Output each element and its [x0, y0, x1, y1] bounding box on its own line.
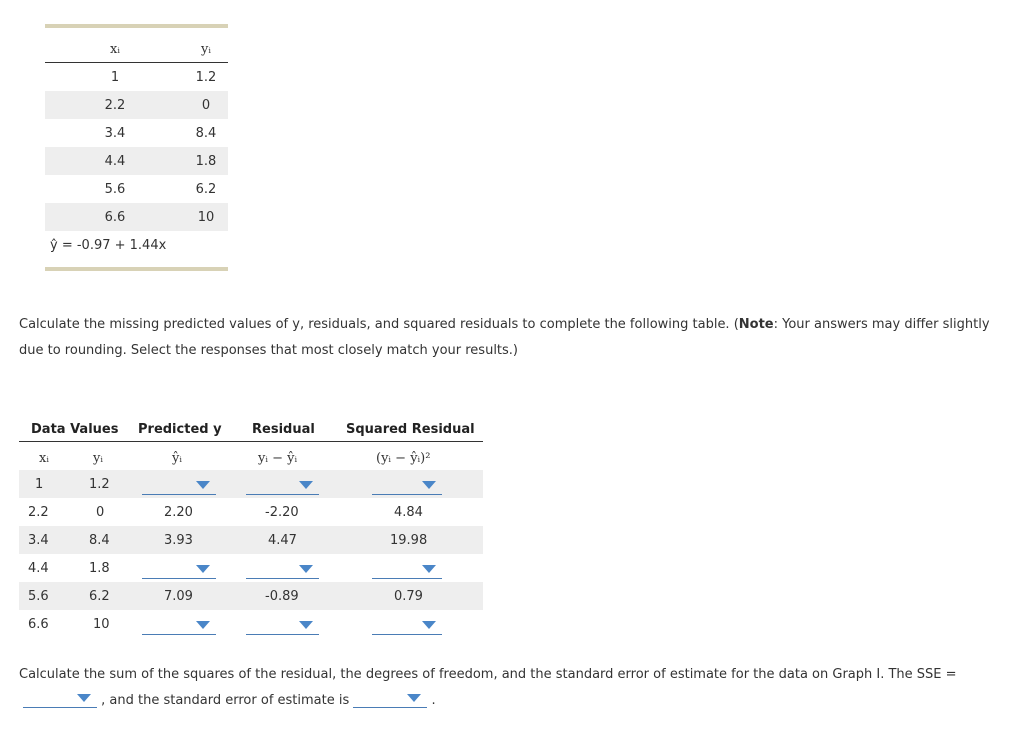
residual-dropdown[interactable]: [246, 612, 319, 635]
y-value: 0: [201, 98, 211, 113]
table-row: [19, 470, 483, 498]
sse-question-text-3: .: [431, 693, 436, 708]
y-value: 6.2: [89, 589, 110, 604]
subheader-y: yᵢ: [93, 451, 103, 466]
x-value: 3.4: [104, 126, 126, 141]
x-value: 1: [35, 477, 44, 492]
y-value: 0: [96, 505, 105, 520]
predicted-dropdown[interactable]: [142, 472, 216, 495]
y-value: 8.4: [89, 533, 110, 548]
predicted-dropdown[interactable]: [142, 556, 216, 579]
subheader-predicted: ŷᵢ: [172, 451, 182, 466]
y-value: 1.8: [89, 561, 110, 576]
table-bottom-border: [45, 267, 228, 271]
y-value: 1.2: [89, 477, 110, 492]
predicted-value: 3.93: [164, 533, 193, 548]
chevron-down-icon: [299, 565, 313, 573]
y-value: 8.4: [195, 126, 217, 141]
sse-question-text-2: , and the standard error of estimate is: [101, 693, 350, 708]
x-value: 2.2: [28, 505, 49, 520]
y-value: 10: [93, 617, 110, 632]
x-value: 5.6: [28, 589, 49, 604]
residual-table: [19, 416, 483, 641]
header-y: yᵢ: [201, 42, 211, 57]
squared-value: 4.84: [394, 505, 423, 520]
chevron-down-icon: [299, 481, 313, 489]
y-value: 6.2: [195, 182, 217, 197]
instructions-text: Calculate the missing predicted values of y, residuals, and squared residuals to complete the following table. (: [19, 317, 739, 332]
squared-residual-dropdown[interactable]: [372, 472, 442, 495]
x-value: 6.6: [104, 210, 126, 225]
residual-value: -2.20: [265, 505, 299, 520]
chevron-down-icon: [422, 481, 436, 489]
table-row: [45, 63, 228, 91]
chevron-down-icon: [422, 621, 436, 629]
x-value: 2.2: [104, 98, 126, 113]
chevron-down-icon: [422, 565, 436, 573]
predicted-value: 7.09: [164, 589, 193, 604]
regression-equation: ŷ = -0.97 + 1.44x: [50, 238, 167, 253]
x-value: 1: [110, 70, 120, 85]
data-table-header: [45, 28, 228, 63]
subheader-residual: yᵢ − ŷᵢ: [258, 451, 298, 466]
predicted-dropdown[interactable]: [142, 612, 216, 635]
header-squared-residual: Squared Residual: [346, 422, 475, 437]
table-row: [19, 610, 483, 638]
squared-value: 19.98: [390, 533, 428, 548]
x-value: 6.6: [28, 617, 49, 632]
chevron-down-icon: [299, 621, 313, 629]
instructions: [19, 312, 1004, 364]
table-row: [19, 582, 483, 610]
header-x: xᵢ: [110, 42, 120, 57]
equation-row: [45, 231, 228, 259]
residual-dropdown[interactable]: [246, 556, 319, 579]
table-row: [19, 554, 483, 582]
chevron-down-icon: [407, 694, 421, 702]
predicted-value: 2.20: [164, 505, 193, 520]
sse-question: [19, 662, 1009, 714]
table-row: [45, 147, 228, 175]
residual-dropdown[interactable]: [246, 472, 319, 495]
sse-dropdown[interactable]: [23, 689, 97, 708]
residual-value: -0.89: [265, 589, 299, 604]
x-value: 5.6: [104, 182, 126, 197]
y-value: 10: [197, 210, 215, 225]
chevron-down-icon: [196, 565, 210, 573]
note-label: Note: [738, 317, 774, 332]
y-value: 1.8: [195, 154, 217, 169]
table-row: [19, 526, 483, 554]
table-row: [45, 175, 228, 203]
squared-residual-dropdown[interactable]: [372, 556, 442, 579]
sse-question-text: Calculate the sum of the squares of the residual, the degrees of freedom, and the standard error of estimate for the data on Graph I. The SSE =: [19, 667, 957, 682]
x-value: 4.4: [104, 154, 126, 169]
residual-value: 4.47: [268, 533, 297, 548]
table-row: [45, 203, 228, 231]
standard-error-dropdown[interactable]: [353, 689, 427, 708]
header-data-values: Data Values: [31, 422, 119, 437]
table-row: [45, 119, 228, 147]
subheader-x: xᵢ: [39, 451, 49, 466]
y-value: 1.2: [195, 70, 217, 85]
x-value: 3.4: [28, 533, 49, 548]
squared-residual-dropdown[interactable]: [372, 612, 442, 635]
header-predicted: Predicted y: [138, 422, 222, 437]
chevron-down-icon: [196, 481, 210, 489]
table-row: [45, 91, 228, 119]
x-value: 4.4: [28, 561, 49, 576]
chevron-down-icon: [196, 621, 210, 629]
header-divider: [19, 441, 483, 442]
subheader-squared: (yᵢ − ŷᵢ)²: [376, 451, 431, 466]
header-residual: Residual: [252, 422, 315, 437]
squared-value: 0.79: [394, 589, 423, 604]
table-row: [19, 498, 483, 526]
chevron-down-icon: [77, 694, 91, 702]
instructions-text-2: : Your answers may differ slightly due to rounding. Select the responses that most closely match your results.): [19, 317, 990, 358]
data-table: [45, 24, 228, 271]
